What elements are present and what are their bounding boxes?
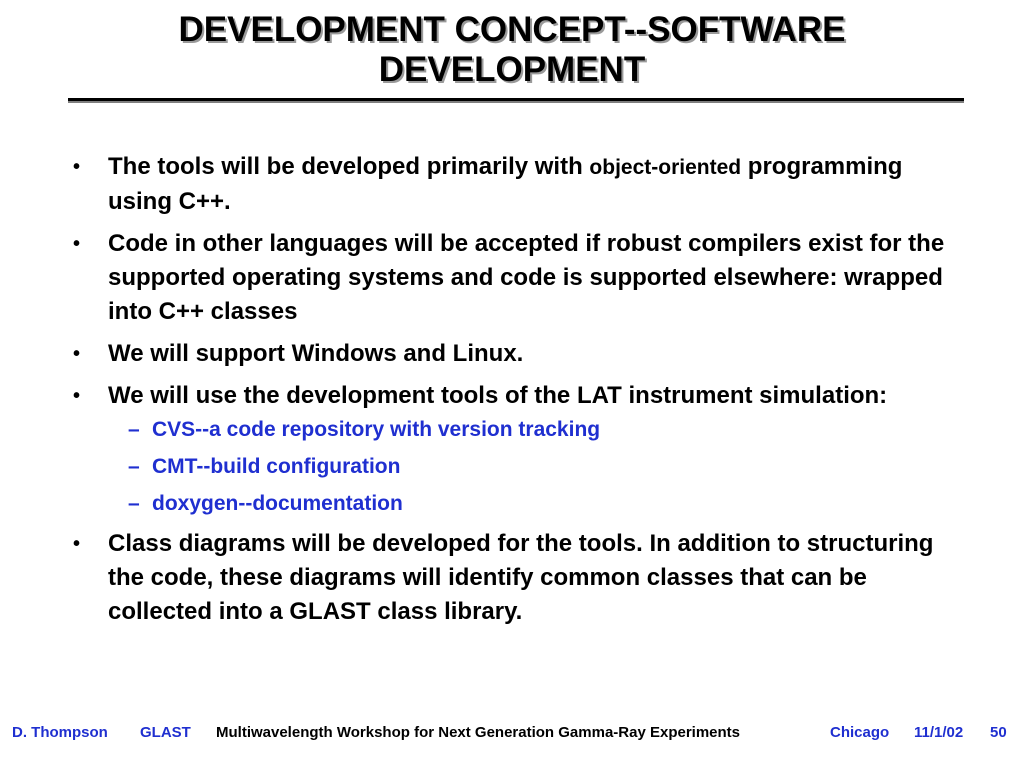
bullet-text: We will use the development tools of the LAT instrument simulation: xyxy=(108,382,888,409)
bullet-marker: • xyxy=(73,385,81,407)
sub-item-cmt xyxy=(108,452,958,482)
bullet-marker: • xyxy=(73,533,81,555)
footer-project: GLAST xyxy=(140,724,191,741)
tools-sublist xyxy=(108,415,958,519)
dash-marker: – xyxy=(128,418,140,441)
dash-marker: – xyxy=(128,492,140,515)
bullet-marker: • xyxy=(73,233,81,255)
bullet-item-dev-tools xyxy=(68,379,958,519)
bullet-item-class-diagrams xyxy=(68,527,958,629)
bullet-text: Class diagrams will be developed for the tools. In addition to structuring the code, these diagrams will identify common classes that can be collected into a GLAST class library. xyxy=(108,530,934,625)
sub-item-text: CVS--a code repository with version tracking xyxy=(152,418,601,441)
dash-marker: – xyxy=(128,455,140,478)
bullet-item-other-languages xyxy=(68,227,958,329)
slide-title xyxy=(60,10,964,90)
slide-footer xyxy=(0,722,1024,744)
bullet-item-platforms xyxy=(68,337,958,371)
bullet-list xyxy=(68,150,958,637)
bullet-text: Code in other languages will be accepted if robust compilers exist for the supported operating systems and code is supported elsewhere: wrapped into C++ classes xyxy=(108,230,945,325)
bullet-item-oop xyxy=(68,150,958,219)
slide-title-line-1: DEVELOPMENT CONCEPT--SOFTWARE xyxy=(178,10,846,49)
footer-page-number: 50 xyxy=(990,724,1007,741)
sub-item-text: CMT--build configuration xyxy=(152,455,401,478)
sub-item-cvs xyxy=(108,415,958,445)
slide-title-line-2: DEVELOPMENT xyxy=(378,50,646,89)
footer-date: 11/1/02 xyxy=(914,724,964,741)
bullet-text: programming using C++. xyxy=(108,153,903,215)
title-divider xyxy=(68,98,964,103)
sub-item-doxygen xyxy=(108,489,958,519)
footer-city: Chicago xyxy=(830,724,890,741)
footer-event: Multiwavelength Workshop for Next Generation Gamma-Ray Experiments xyxy=(216,724,741,741)
bullet-text: The tools will be developed primarily with xyxy=(108,153,590,180)
sub-item-text: doxygen--documentation xyxy=(152,492,403,515)
bullet-marker: • xyxy=(73,343,81,365)
bullet-marker: • xyxy=(73,156,81,178)
bullet-text: We will support Windows and Linux. xyxy=(108,340,524,367)
footer-author: D. Thompson xyxy=(12,724,108,741)
bullet-text-small: object-oriented xyxy=(589,156,742,179)
